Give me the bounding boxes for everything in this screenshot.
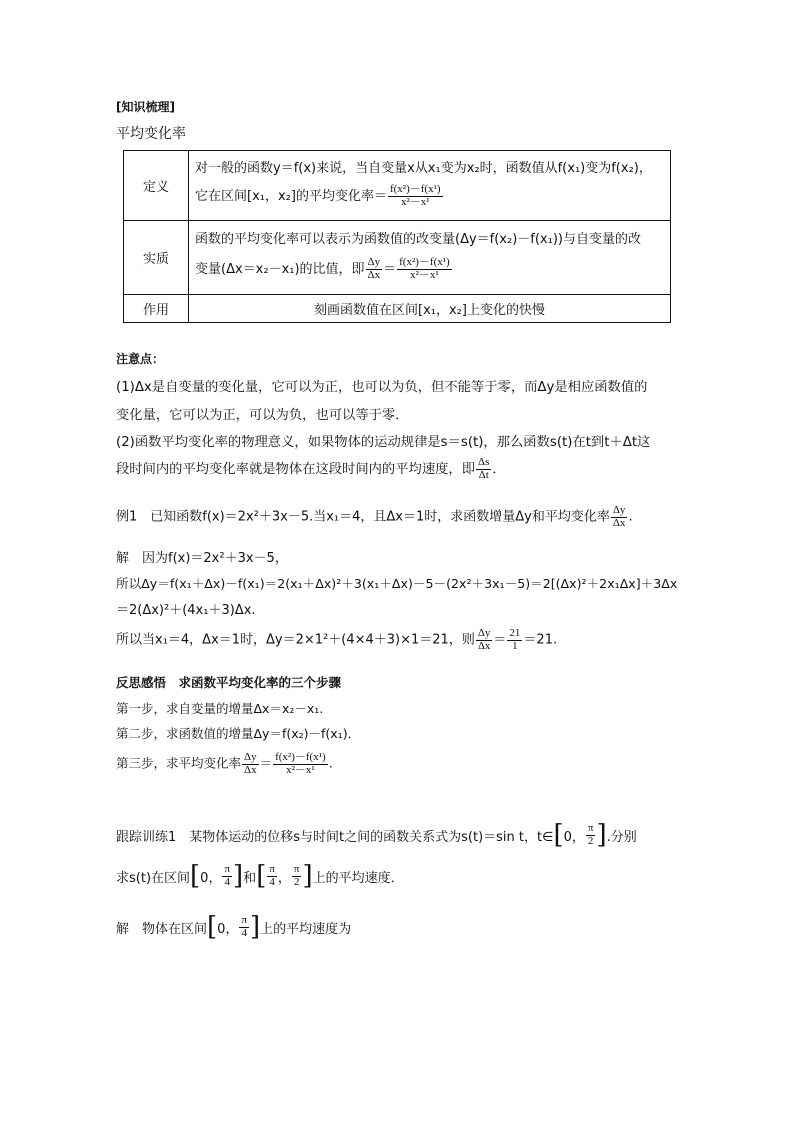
def-cell [189,151,671,221]
practice1-line2-text: 求s(t)在区间 [116,870,191,886]
interval2-fraction [222,864,232,888]
step3-frac1-den: Δx [244,763,257,776]
left-bracket: [ [553,820,564,850]
practice1-solution-end: 上的平均速度为 [260,921,352,937]
reflection-title: 反思感悟 求函数平均变化率的三个步骤 [116,675,342,690]
table-row [124,295,671,323]
note1-line1: (1)Δx是自变量的变化量，它可以为正，也可以为负，但不能等于零，而Δy是相应函数值的 [116,380,648,395]
practice1-line1-text: 跟踪训练1 某物体运动的位移s与时间t之间的函数关系式为s(t)＝sin t，t∈ [116,829,554,845]
knowledge-table [123,150,671,323]
note2-fraction [476,457,491,481]
table-row [124,151,671,221]
solution-frac2-den: 1 [512,639,518,652]
example1-end: . [628,509,633,525]
note2-line2 [116,457,506,481]
solution-frac1-den: Δx [477,639,491,652]
ess-frac2-num: f(x²)－f(x¹) [399,255,450,268]
interval3-comma: ， [277,870,291,886]
interval1-den: 2 [587,834,594,847]
solution-fraction-1 [476,628,493,652]
interval4-den: 4 [241,926,247,939]
table-row [124,221,671,295]
solution-fraction-2 [507,628,522,652]
step3-fraction-1 [242,752,259,776]
ess-frac2-den: x²－x¹ [410,268,439,281]
solution-line1: 解 因为f(x)＝2x²＋3x－5， [116,551,288,566]
example1-text: 例1 已知函数f(x)＝2x²＋3x－5.当x₁＝4，且Δx＝1时，求函数增量Δy和平均变化率 [116,509,610,525]
interval1-fraction [586,823,596,847]
interval3-fraction-a [267,864,277,888]
interval3-a-num: π [269,862,275,875]
step3-frac2-num: f(x²)－f(x¹) [275,751,326,763]
ess-eq: ＝ [383,261,397,277]
practice1-and: 和 [243,870,257,886]
interval3-b-num: π [293,862,300,875]
def-frac-num: f(x²)－f(x¹) [389,182,441,195]
def-line2-text: 它在区间[x₁，x₂]的平均变化率＝ [195,188,387,204]
interval2-num: π [224,862,231,875]
step3-frac1-num: Δy [244,751,257,763]
solution-line4-text: 所以当x₁＝4，Δx＝1时，Δy＝2×1²＋(4×4＋3)×1＝21，则 [116,632,475,648]
solution-line3: ＝2(Δx)²＋(4x₁＋3)Δx. [116,603,256,618]
solution-line2: 所以Δy＝f(x₁＋Δx)－f(x₁)＝2(x₁＋Δx)²＋3(x₁＋Δx)－5－(2x²＋3x₁－5)＝2[(Δx)²＋2x₁Δx]＋3Δx [116,576,678,591]
note2-line1: (2)函数平均变化率的物理意义，如果物体的运动规律是s＝s(t)，那么函数s(t)在t到t＋Δt这 [116,435,651,450]
interval2-den: 4 [224,875,230,888]
right-bracket: ] [302,861,313,891]
ess-fraction-2 [397,257,452,281]
ess-label: 实质 [124,221,189,295]
ess-line2 [195,252,664,288]
ess-cell [189,221,671,295]
reflection-step2: 第二步，求函数值的增量Δy＝f(x₂)－f(x₁)． [116,726,361,741]
practice1-solution-text: 解 物体在区间 [116,921,208,937]
practice1-line2 [116,863,404,889]
solution-frac2-num: 21 [509,627,521,639]
notes-title: 注意点： [116,352,165,366]
note2-line2-text: 段时间内的平均变化率就是物体在这段时间内的平均速度，即 [116,462,476,478]
interval4-num: π [241,913,248,926]
solution-frac1-num: Δy [477,627,491,639]
def-line2 [195,180,664,214]
example1-statement [116,505,633,529]
reflection-step1: 第一步，求自变量的增量Δx＝x₂－x₁. [116,701,324,716]
ess-frac1-num: Δy [367,255,381,268]
def-label: 定义 [124,151,189,221]
left-bracket: [ [190,861,201,891]
topic-title: 平均变化率 [116,126,186,142]
right-bracket: ] [250,912,261,942]
interval2-start: 0， [200,870,222,886]
practice1-line2-end: 上的平均速度． [312,870,404,886]
ess-fraction-1 [366,257,383,281]
ess-line2-text: 变量(Δx＝x₂－x₁)的比值，即 [195,261,365,277]
def-line1: 对一般的函数y＝f(x)来说，当自变量x从x₁变为x₂时，函数值从f(x₁)变为f(x₂)， [195,160,652,176]
practice1-solution [116,914,351,940]
practice1-line1 [116,822,637,848]
solution-end: ＝21. [523,632,558,648]
section-header: [知识梳理] [116,100,175,114]
right-bracket: ] [596,820,607,850]
use-label: 作用 [124,295,189,323]
note2-end: ． [492,462,506,478]
ess-frac1-den: Δx [367,268,381,281]
interval3-b-den: 2 [293,875,300,888]
note2-frac-num: Δs [478,456,490,468]
note1-line2: 变化量，它可以为正，可以为负，也可以等于零． [116,408,409,423]
solution-eq: ＝ [493,632,507,648]
interval4-start: 0， [217,921,239,937]
use-text: 刻画函数值在区间[x₁，x₂]上变化的快慢 [189,295,671,323]
step3-end: . [328,755,333,771]
practice1-line1-end: .分别 [606,829,637,845]
step3-frac2-den: x²－x¹ [286,763,315,776]
example1-frac-num: Δy [612,504,626,516]
interval3-fraction-b [292,864,302,888]
left-bracket: [ [256,861,267,891]
interval4-fraction [239,915,249,939]
solution-line4 [116,628,557,652]
interval1-start: 0， [563,829,585,845]
left-bracket: [ [207,912,218,942]
def-fraction [388,184,443,208]
def-frac-den: x²－x¹ [400,195,430,208]
step3-fraction-2 [273,752,328,776]
step3-eq: ＝ [259,755,273,771]
example1-fraction [611,505,628,529]
interval3-a-den: 4 [269,875,275,888]
note2-frac-den: Δt [478,468,489,481]
reflection-step3-text: 第三步，求平均变化率 [116,755,242,771]
right-bracket: ] [233,861,244,891]
interval1-num: π [587,821,594,834]
example1-frac-den: Δx [612,516,626,529]
ess-line1: 函数的平均变化率可以表示为函数值的改变量(Δy＝f(x₂)－f(x₁))与自变量的改 [195,231,641,247]
reflection-step3 [116,752,333,776]
